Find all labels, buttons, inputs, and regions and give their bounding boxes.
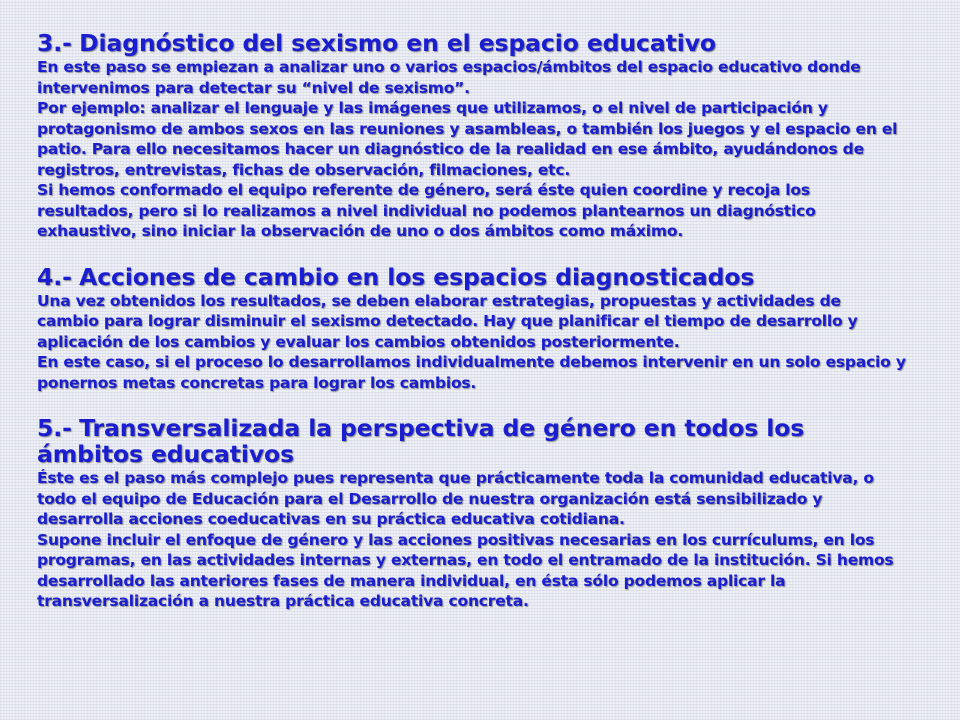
section-paragraph: En este paso se empiezan a analizar uno o varios espacios/ámbitos del espacio educativo donde intervenimos para detectar su “nivel de sexismo”. (37, 58, 861, 97)
section-title: Acciones de cambio en los espacios diagnosticados (79, 262, 755, 291)
section-heading (37, 415, 907, 467)
section-paragraph: En este caso, si el proceso lo desarrollamos individualmente debemos intervenir en un solo espacio y ponernos metas concretas para lograr los cambios. (37, 353, 906, 392)
section-paragraph: Una vez obtenidos los resultados, se deben elaborar estrategias, propuestas y actividades de cambio para lograr disminuir el sexismo detectado. Hay que planificar el tiempo de desarrollo y aplicación de los cambios y evaluar los cambios obtenidos posteriormente. (37, 291, 858, 351)
section-4-acciones (37, 264, 907, 394)
section-heading (37, 30, 907, 56)
section-title: Diagnóstico del sexismo en el espacio educativo (79, 29, 716, 57)
section-paragraph: Por ejemplo: analizar el lenguaje y las imágenes que utilizamos, o el nivel de participación y protagonismo de ambos sexos en las reuniones y asambleas, o también los juegos y el espacio en el patio. Para ello necesitamos hacer un diagnóstico de la realidad en ese ámbito, ayudándonos de registros, entrevistas, fichas de observación, filmaciones, etc. (37, 99, 898, 179)
section-number: 4.- (37, 262, 72, 291)
section-heading (37, 264, 907, 290)
section-paragraph: Supone incluir el enfoque de género y las acciones positivas necesarias en los currículums, en los programas, en las actividades internas y externas, en todo el entramado de la institución. Si hemos desarrollado las anteriores fases de manera individual, en ésta sólo podemos aplicar la transversalización a nuestra práctica educativa concreta. (37, 530, 894, 610)
section-paragraph: Éste es el paso más complejo pues representa que prácticamente toda la comunidad educativa, o todo el equipo de Educación para el Desarrollo de nuestra organización está sensibilizado y desarrolla acciones coeducativas en su práctica educativa cotidiana. (37, 469, 874, 528)
section-paragraph: Si hemos conformado el equipo referente de género, será éste quien coordine y recoja los resultados, pero si lo realizamos a nivel individual no podemos plantearnos un diagnóstico exhaustivo, sino iniciar la observación de uno o dos ámbitos como máximo. (37, 181, 816, 240)
section-3-diagnostico (37, 30, 907, 242)
section-5-transversalizada (37, 415, 907, 612)
slide-content (37, 30, 907, 612)
section-number: 5.- (37, 414, 72, 442)
section-number: 3.- (37, 29, 72, 57)
section-title: Transversalizada la perspectiva de género en todos los ámbitos educativos (37, 414, 805, 468)
